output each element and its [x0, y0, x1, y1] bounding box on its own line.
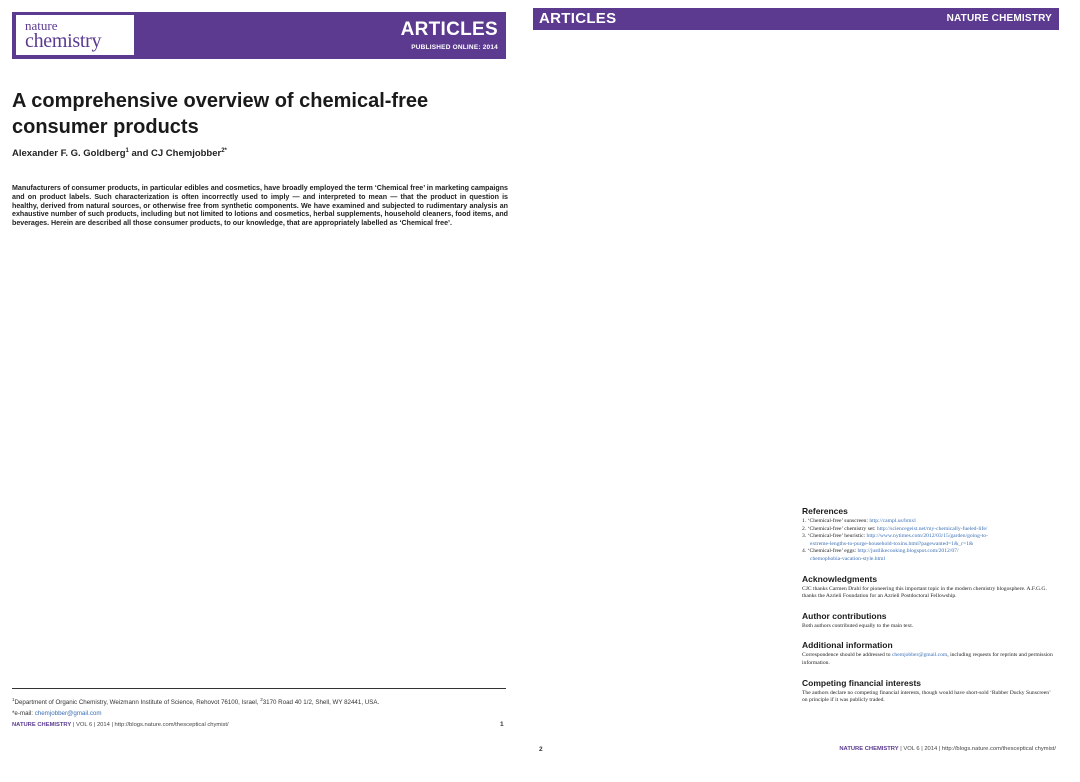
author-list: [12, 148, 492, 159]
email-link[interactable]: chemjobber@gmail.com: [34, 710, 102, 718]
author-2: and CJ Chemjobber: [128, 148, 222, 160]
affil-text-1: Department of Organic Chemistry, Weizmann Institute of Science, Rehovot 76100, Israel,: [14, 699, 261, 707]
additional-info-heading: Additional information: [802, 640, 893, 651]
reference-link[interactable]: http://www.nytimes.com/2012/03/15/garden/going-to-: [866, 533, 988, 540]
author-2-sup: 2*: [221, 148, 227, 154]
reference-label: 1. ‘Chemical-free’ sunscreen:: [802, 518, 870, 524]
reference-link-cont[interactable]: chemophobia-vacation-style.html: [810, 555, 886, 562]
affil-sup-1: 1: [12, 697, 15, 702]
reference-link[interactable]: http://campl.us/bmxl: [869, 518, 916, 524]
banner-right: [401, 20, 498, 51]
footer-journal: NATURE CHEMISTRY: [12, 722, 72, 728]
reference-item: [802, 548, 1056, 563]
competing-interests-heading: Competing financial interests: [802, 677, 922, 688]
reference-label: 3. ‘Chemical-free’ heuristic:: [802, 533, 867, 540]
journal-logo[interactable]: [16, 15, 134, 55]
competing-interests-section: [802, 678, 1056, 705]
page-footer: [12, 722, 506, 728]
email-prefix: *e-mail:: [12, 710, 35, 718]
published-label: PUBLISHED ONLINE: 2014: [411, 44, 498, 51]
abstract: Manufacturers of consumer products, in particular edibles and cosmetics, have broadly employed the term ‘Chemical free’ in marketing campaigns and on product labels. Such characterization is often incorrectly used to imply — and interpreted to mean — that the product in question is healthy, derived from natural sources, or otherwise free from synthetic components. We have examined and subjected to rudimentary analysis an exhaustive number of such products, including but not limited to lotions and cosmetics, herbal supplements, household cleaners, food items, and beverages. Herein are described all those consumer products, to our knowledge, that are appropriately labelled as ‘Chemical free’.: [12, 184, 508, 228]
author-1-sup: 1: [125, 148, 129, 154]
page-number: 1: [500, 721, 504, 728]
logo-line-chemistry: chemistry: [25, 30, 102, 52]
reference-link-cont[interactable]: extreme-lengths-to-purge-household-toxins.html?pagewanted=1&_r=1&: [810, 540, 974, 547]
acknowledgments-heading: Acknowledgments: [802, 573, 878, 584]
reference-link[interactable]: http://sciencegeist.net/my-chemically-fueled-life/: [876, 525, 988, 532]
article-title: A comprehensive overview of chemical-free consumer products: [12, 90, 429, 138]
affil-text-2: 3170 Road 40 1/2, Shell, WY 82441, USA.: [262, 699, 380, 707]
contributions-text: Both authors contributed equally to the main text.: [802, 622, 914, 629]
journal-banner: [12, 12, 506, 59]
references-section: [802, 506, 1056, 564]
contributions-heading: Author contributions: [802, 610, 887, 621]
page-footer: [839, 746, 1056, 752]
correspondence-email-link[interactable]: chemjobber@gmail.com: [891, 652, 948, 659]
footer-meta: | VOL 6 | 2014 | http://blogs.nature.com/thesceptical chymist/: [71, 722, 229, 728]
competing-interests-text: The authors declare no competing financial interests, though would have short-sold ‘Rubber Ducky Sunscreen’ on principle if it was publicly traded.: [802, 689, 1051, 704]
references-heading: References: [802, 506, 848, 516]
running-header: [533, 8, 1059, 30]
affiliations: [12, 694, 506, 719]
reference-item: [802, 533, 1056, 548]
back-matter: [802, 506, 1056, 715]
page-one: [0, 0, 520, 782]
reference-item: [802, 518, 1056, 526]
section-label: ARTICLES: [400, 19, 498, 40]
footer-meta: | VOL 6 | 2014 | http://blogs.nature.com/thesceptical chymist/: [898, 746, 1056, 752]
page-two: [525, 0, 1080, 782]
affil-sup-2: 2: [260, 697, 263, 702]
journal-name: NATURE CHEMISTRY: [946, 13, 1052, 24]
footer-journal: NATURE CHEMISTRY: [839, 746, 899, 752]
contributions-section: [802, 611, 1056, 631]
reference-label: 2. ‘Chemical-free’ chemistry set:: [802, 525, 877, 532]
reference-label: 4. ‘Chemical-free’ eggs:: [802, 548, 858, 555]
footnote-divider: [12, 688, 506, 689]
additional-info-section: [802, 640, 1056, 667]
additional-text-before: Correspondence should be addressed to: [802, 652, 892, 659]
acknowledgments-text: CJC thanks Carmen Drahl for pioneering this important topic in the modern chemistry blogosphere. A.F.G.G. thanks the Azrieli Foundation for an Azrieli Postdoctoral Fellowship.: [802, 585, 1047, 600]
reference-link[interactable]: http://justlikecooking.blogspot.com/2012/07/: [857, 548, 959, 555]
additional-info-text: [802, 652, 1056, 667]
additional-text-after: , including requests for reprints and permission information.: [802, 652, 1053, 666]
page-number: 2: [539, 746, 543, 753]
author-1: Alexander F. G. Goldberg: [12, 148, 126, 160]
section-label: ARTICLES: [539, 10, 617, 27]
acknowledgments-section: [802, 574, 1056, 601]
logo-line-nature: nature: [25, 18, 58, 33]
